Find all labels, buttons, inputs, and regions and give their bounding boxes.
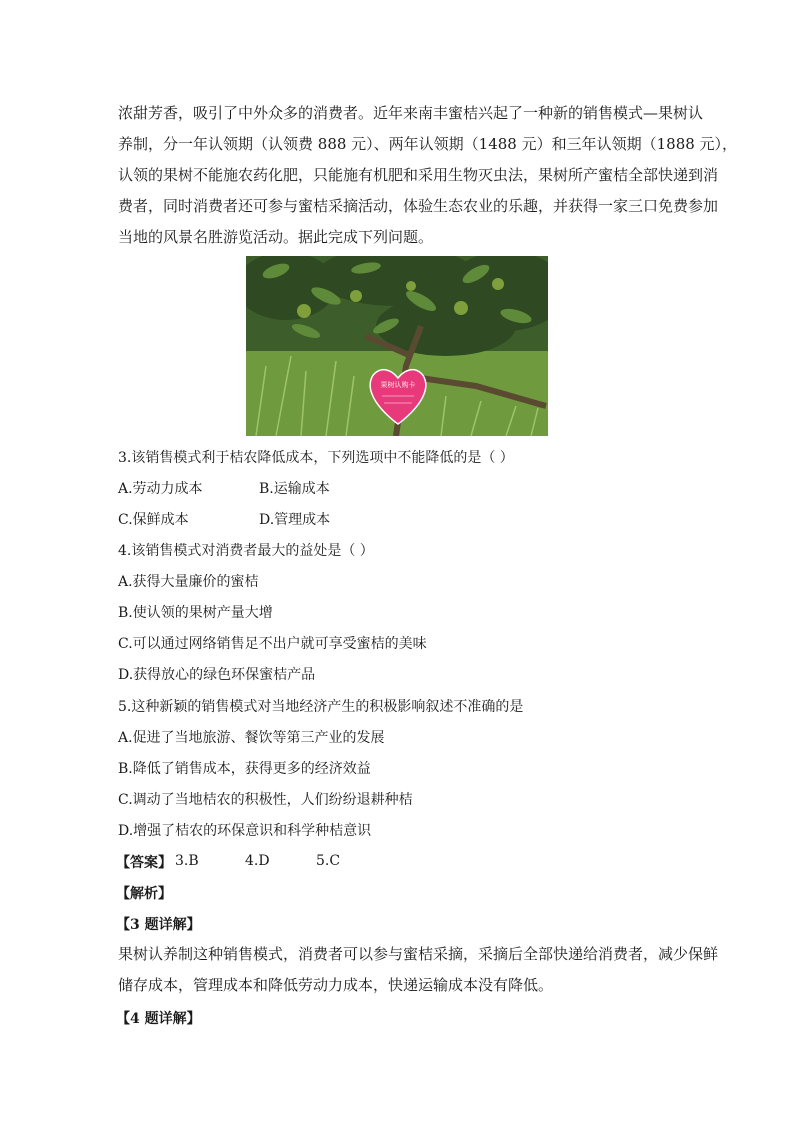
answer-label: 【答案】	[116, 855, 172, 871]
analysis-heading: 【解析】	[116, 886, 172, 902]
question-5-stem: 5.这种新颖的销售模式对当地经济产生的积极影响叙述不准确的是	[118, 699, 524, 715]
question-3-option-a: A.劳动力成本	[118, 481, 203, 497]
question-3-option-b: B.运输成本	[259, 481, 330, 497]
question-3-analysis	[118, 939, 719, 1001]
question-3-analysis-heading: 【3 题详解】	[116, 917, 201, 933]
orange-tree-illustration	[246, 256, 548, 436]
question-3-stem: 3.该销售模式利于桔农降低成本，下列选项中不能降低的是（ ）	[118, 450, 514, 466]
question-4-analysis-heading: 【4 题详解】	[116, 1011, 201, 1027]
analysis-line: 果树认养制这种销售模式，消费者可以参与蜜桔采摘，采摘后全部快递给消费者，减少保鲜	[118, 945, 719, 963]
question-5-option-c: C.调动了当地桔农的积极性，人们纷纷退耕种桔	[118, 792, 413, 808]
answer-5: 5.C	[316, 853, 341, 869]
question-4-stem: 4.该销售模式对消费者最大的益处是（ ）	[118, 543, 374, 559]
tag-label: 果树认购卡	[380, 381, 416, 389]
orange-tree-photo	[246, 256, 548, 436]
answer-4: 4.D	[245, 853, 270, 869]
intro-line: 认领的果树不能施农药化肥，只能施有机肥和采用生物灭虫法，果树所产蜜桔全部快递到消	[118, 166, 719, 184]
intro-line: 浓甜芳香，吸引了中外众多的消费者。近年来南丰蜜桔兴起了一种新的销售模式—果树认	[118, 104, 704, 122]
intro-line: 当地的风景名胜游览活动。据此完成下列问题。	[118, 228, 434, 246]
question-5-option-b: B.降低了销售成本，获得更多的经济效益	[118, 761, 371, 777]
analysis-line: 储存成本，管理成本和降低劳动力成本，快递运输成本没有降低。	[118, 976, 554, 994]
question-4-option-b: B.使认领的果树产量大增	[118, 605, 273, 621]
question-4-option-d: D.获得放心的绿色环保蜜桔产品	[118, 667, 316, 683]
question-3-option-d: D.管理成本	[259, 512, 331, 528]
question-3-option-c: C.保鲜成本	[118, 512, 189, 528]
question-4-option-a: A.获得大量廉价的蜜桔	[118, 574, 259, 590]
question-5-option-a: A.促进了当地旅游、餐饮等第三产业的发展	[118, 730, 385, 746]
intro-paragraph	[118, 98, 738, 253]
intro-line: 费者，同时消费者还可参与蜜桔采摘活动，体验生态农业的乐趣，并获得一家三口免费参加	[118, 197, 719, 215]
intro-line: 养制，分一年认领期（认领费 888 元）、两年认领期（1488 元）和三年认领期（1888 元），	[118, 135, 738, 153]
question-4-option-c: C.可以通过网络销售足不出户就可享受蜜桔的美味	[118, 636, 427, 652]
question-5-option-d: D.增强了桔农的环保意识和科学种桔意识	[118, 823, 372, 839]
answer-3: 3.B	[175, 853, 199, 869]
